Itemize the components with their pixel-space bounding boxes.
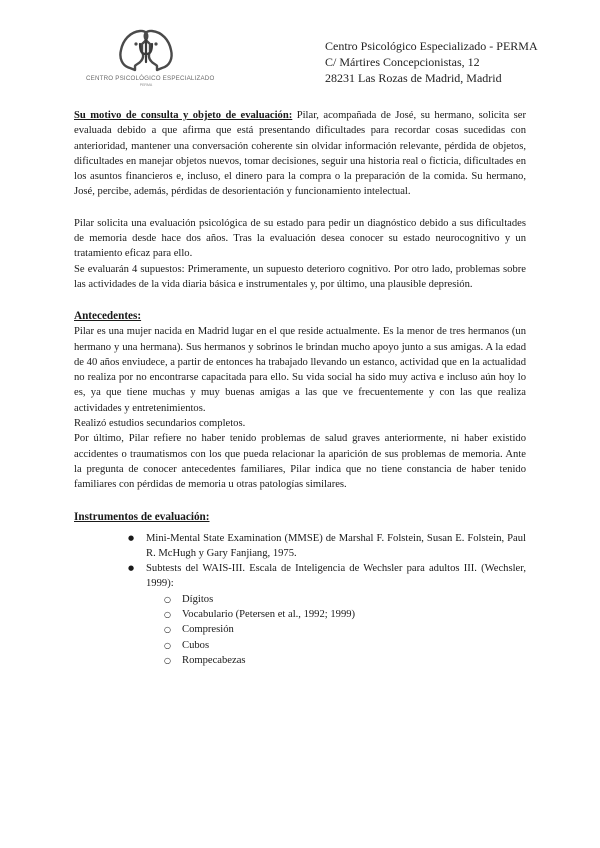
motivo-request-paragraph: Pilar solicita una evaluación psicológica de su estado para pedir un diagnóstico debido a sus dificultades de memoria desde hace dos años. Tras la evaluación desea conocer su estado neurocognitivo y un tratamiento eficaz para ello. (74, 217, 526, 260)
antecedentes-paragraph: Pilar es una mujer nacida en Madrid lugar en el que reside actualmente. Es la menor de tres hermanos (un hermano y una hermana). Sus hermanos y sobrinos le brindan mucho apoyo junto a sus amigas. A la edad de 40 años enviudece, a partir de entonces ha trabajado llevando un estanco, actividad que en la actualidad no realiza por no encontrarse capacitada para ello. Su vida social ha sido muy activa e incluso aún hoy lo es, ya que tiene muchas y muy buenas amigas a las que ve frecuentemente y con las que realiza actividades y entretenimientos. (74, 326, 526, 414)
list-item (128, 561, 526, 668)
center-address-header (325, 38, 538, 86)
instrumentos-list (74, 531, 526, 669)
instrumentos-heading: Instrumentos de evaluación: (74, 510, 210, 523)
motivo-heading: Su motivo de consulta y objeto de evaluación: (74, 110, 293, 121)
logo-tagline: PERMA (139, 83, 153, 87)
list-item: ○ Vocabulario (Petersen et al., 1992; 1999) (164, 607, 526, 622)
header-center-name: Centro Psicológico Especializado - PERMA (325, 39, 538, 53)
logo-name: CENTRO PSICOLÓGICO ESPECIALIZADO (86, 75, 215, 82)
motivo-paragraph (74, 108, 526, 200)
report-body (74, 108, 526, 668)
motivo-supuestos-paragraph: Se evaluarán 4 supuestos: Primeramente, un supuesto deterioro cognitivo. Por otro lado, problemas sobre las actividades de la vida diaria básica e instrumentales y, por último, una plausible depresión. (74, 263, 526, 290)
list-item: ○ Rompecabezas (164, 653, 526, 668)
mmse-item: Mini-Mental State Examination (MMSE) de Marshal F. Folstein, Susan E. Folstein, Paul R. McHugh y Gary Fanjiang, 1975. (146, 532, 526, 559)
header-city: 28231 Las Rozas de Madrid, Madrid (325, 71, 502, 85)
antecedentes-heading: Antecedentes: (74, 310, 142, 323)
list-item: ○ Compresión (164, 622, 526, 637)
center-logo (86, 22, 215, 92)
list-item: ○ Cubos (164, 638, 526, 653)
head-profile-logo-icon (86, 22, 206, 74)
antecedentes-health-paragraph: Por último, Pilar refiere no haber tenido problemas de salud graves anteriormente, ni haber existido accidentes o traumatismos con los que pueda relacionar la aparición de sus problemas de memoria. Ante la pregunta de conocer antecedentes familiares, Pilar indica que no tiene constancia de haber tenido familiares con pérdidas de memoria u otras patologías similares. (74, 433, 526, 491)
motivo-text: Pilar, acompañada de José, su hermano, solicita ser evaluada debido a que afirma que está presentando dificultades para recordar cosas sucedidas con anterioridad, mantener una conversación coherente sin olvidar información relevante, pérdida de objetos, dificultades en manejar objetos nuevos, tomar decisiones, seguir una historia real o ficticia, dificultades en los asuntos financieros e, incluso, el dinero para la compra o la preparación de la comida. Su hermano, José, percibe, además, pérdidas de desorientación y funcionamiento intelectual. (74, 110, 526, 198)
wais-item: Subtests del WAIS-III. Escala de Inteligencia de Wechsler para adultos III. (Wechsler, 1999): (146, 563, 526, 590)
header-street: C/ Mártires Concepcionistas, 12 (325, 55, 480, 69)
list-item: ○ Dígitos (164, 592, 526, 607)
antecedentes-studies: Realizó estudios secundarios completos. (74, 418, 246, 430)
list-item (128, 531, 526, 562)
wais-subtests-list (146, 592, 526, 668)
